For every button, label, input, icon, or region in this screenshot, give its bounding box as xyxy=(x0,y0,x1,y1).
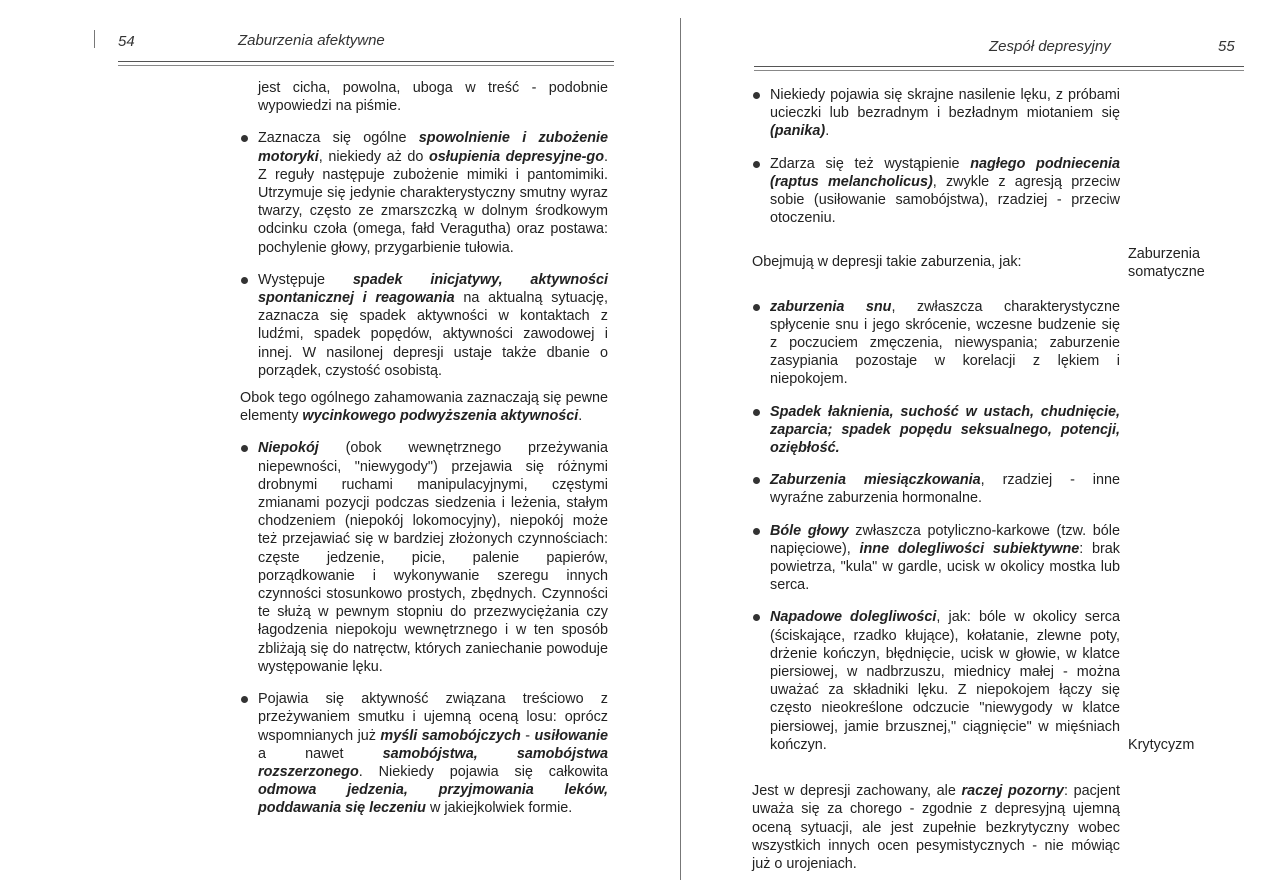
right-paragraph-somatic-intro: Obejmują w depresji takie zaburzenia, jak: xyxy=(752,254,1022,271)
left-header-rule xyxy=(118,61,614,62)
right-page-number: 55 xyxy=(1218,38,1235,55)
left-page-edge-mark xyxy=(94,30,95,48)
left-bullet-suicidal-activity: Pojawia się aktywność związana treściowo z przeżywaniem smutku i ujemną oceną losu: oprócz wspomnianych już myśli samobójczych - usiłowanie a nawet samobójstwa, samobójstwa rozszerzonego. Niekiedy pojawia się całkowita odmowa jedzenia, przyjmowania leków, poddawania się leczeniu w jakiejkolwiek formie. xyxy=(240,690,608,817)
right-bullet-menstruation: Zaburzenia miesiączkowania, rzadziej - inne wyraźne zaburzenia hormonalne. xyxy=(752,471,1120,507)
right-bullet-paroxysmal: Napadowe dolegliwości, jak: bóle w okolicy serca (ściskające, rzadko kłujące), kołatanie, zlewne poty, drżenie kończyn, błędnięcie, ucisk w głowie, w klatce piersiowej, w nadbrzuszu, miednicy małej - można uważać za składniki lęku. Z niepokojem łączy się często nieokreślone odczucie "niewygody w klatce piersiowej, jamie brzusznej," ciągnięcie" w mięśniach kończyn. xyxy=(752,608,1120,754)
margin-note-somatic: Zaburzenia somatyczne xyxy=(1128,246,1205,280)
left-header-rule-thin xyxy=(118,65,614,66)
left-bullet-motor-slowing: Zaznacza się ogólne spowolnienie i zubożenie motoryki, niekiedy aż do osłupienia depresyjne-go. Z reguły następuje zubożenie mimiki i pantomimiki. Utrzymuje się jedynie charakterystyczny smutny wyraz twarzy, często ze zmarszczką w dolnym środkowym odcinku czoła (omega, fałd Veragutha) oraz postawa: pochylenie głowy, przygarbienie tułowia. xyxy=(240,129,608,256)
left-running-head: Zaburzenia afektywne xyxy=(238,32,385,49)
right-bullet-sleep: zaburzenia snu, zwłaszcza charakterystyczne spłycenie snu i jego skrócenie, wczesne budzenie się z poczuciem zmęczenia, niewyspania; zaburzenie zasypiania pozostaje w korelacji z lękiem i niepokojem. xyxy=(752,298,1120,389)
left-paragraph-continuation: jest cicha, powolna, uboga w treść - podobnie wypowiedzi na piśmie. xyxy=(258,80,608,115)
right-page xyxy=(640,0,1263,893)
right-bullet-headaches: Bóle głowy zwłaszcza potyliczno-karkowe (tzw. bóle napięciowe), inne dolegliwości subiektywne: brak powietrza, "kula" w gardle, ucisk w okolicy mostka lub serca. xyxy=(752,522,1120,595)
right-header-rule-thin xyxy=(754,70,1244,71)
left-bullet-restlessness: Niepokój (obok wewnętrznego przeżywania niepewności, "niewygody") przejawia się różnymi drobnymi ruchami manipulacyjnymi, częstymi zmianami pozycji podczas siedzenia i leżenia, stałym chodzeniem (niepokój lokomocyjny), niepokój może też przejawiać się w bardziej złożonych czynnościach: częste jedzenie, picie, palenie papierów, porządkowanie i wykonywanie szeregu innych czynności stosunkowo prostych, zbędnych. Czynności te służą w pewnym stopniu do przezwyciężania czy łagodzenia niepokoju wewnętrznego i w ten sposób zbliżają się do natręctw, których zaniechanie powoduje występowanie lęku. xyxy=(240,439,608,676)
left-paragraph-activity: Obok tego ogólnego zahamowania zaznaczają się pewne elementy wycinkowego podwyższenia aktywności. xyxy=(240,390,608,425)
right-bullet-raptus: Zdarza się też wystąpienie nagłego podniecenia (raptus melancholicus), zwykle z agresją przeciw sobie (usiłowanie samobójstwa), rzadziej - przeciw otoczeniu. xyxy=(752,155,1120,228)
right-text-column xyxy=(752,86,1120,873)
margin-note-criticism: Krytycyzm xyxy=(1128,737,1195,753)
left-text-column xyxy=(240,79,608,818)
left-page-number: 54 xyxy=(118,33,135,50)
right-running-head: Zespół depresyjny xyxy=(989,38,1111,55)
right-bullet-panic: Niekiedy pojawia się skrajne nasilenie lęku, z próbami ucieczki lub bezradnym i bezładnym miotaniem się (panika). xyxy=(752,86,1120,141)
right-bullet-appetite: Spadek łaknienia, suchość w ustach, chudnięcie, zaparcia; spadek popędu seksualnego, potencji, oziębłość. xyxy=(752,403,1120,458)
right-header-rule xyxy=(754,66,1244,67)
left-bullet-initiative-drop: Występuje spadek inicjatywy, aktywności spontanicznej i reagowania na aktualną sytuację, zaznacza się spadek aktywności w kontaktach z ludźmi, spadek popędów, aktywności zawodowej i innej. W nasilonej depresji ustaje także dbanie o porządek, czystość osobistą. xyxy=(240,271,608,380)
right-paragraph-criticism: Jest w depresji zachowany, ale raczej pozorny: pacjent uważa się za chorego - zgodnie z depresyjną ujemną oceną sytuacji, ale jest zupełnie bezkrytyczny wobec wszystkich innych ocen pesymistycznych - nie mówiąc już o urojeniach. xyxy=(752,783,1120,872)
